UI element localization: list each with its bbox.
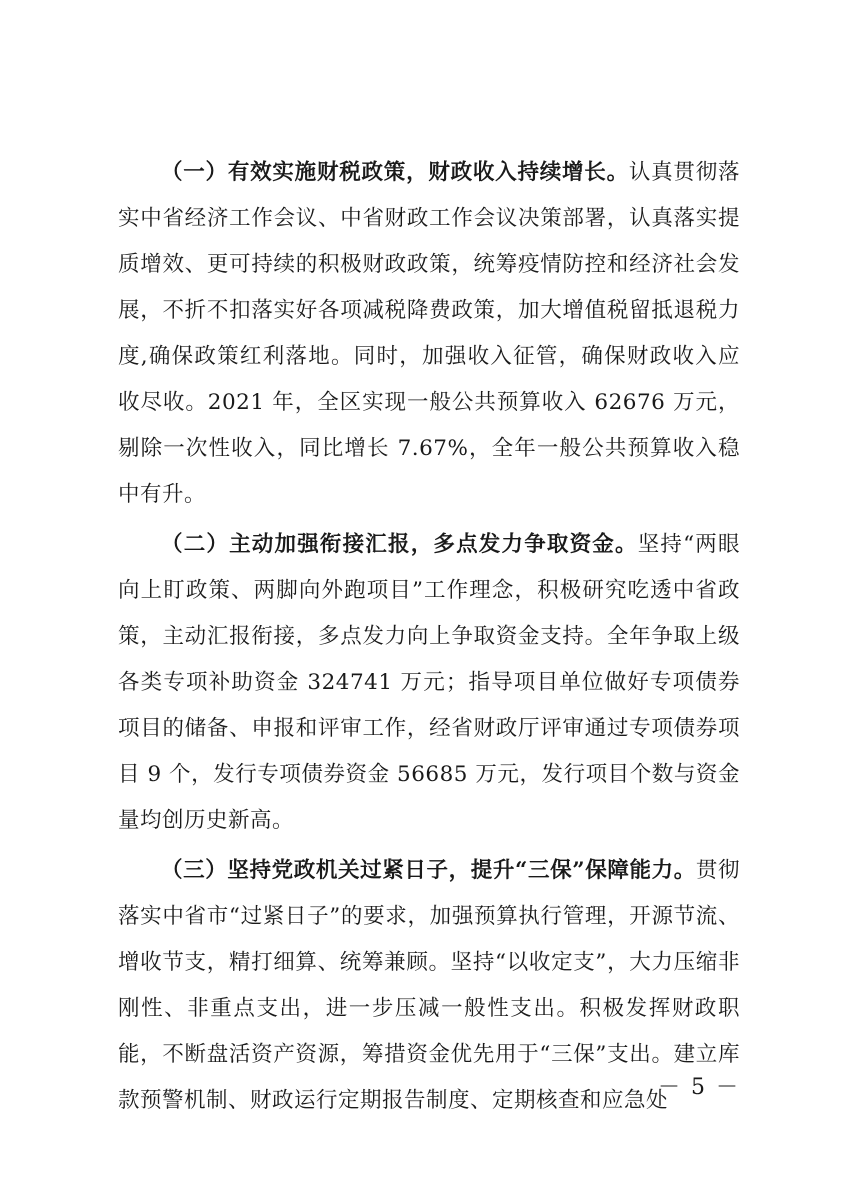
paragraph-text: 坚持“两眼向上盯政策、两脚向外跑项目”工作理念，积极研究吃透中省政策，主动汇报衔接，多点发力向上争取资金支持。全年争取上级各类专项补助资金 324741 万元；指导项目单位做好专项债券项目的储备、申报和评审工作，经省财政厅评审通过专项债券项目 9 个，发行专项债券资金 56685 万元，发行项目个数与资金量均创历史新高。 bbox=[118, 532, 740, 833]
paragraph-heading: （二）主动加强衔接汇报，多点发力争取资金。 bbox=[161, 532, 638, 557]
paragraph-heading: （一）有效实施财税政策，财政收入持续增长。 bbox=[161, 160, 629, 185]
paragraph-2 bbox=[118, 522, 740, 844]
paragraph-3 bbox=[118, 848, 740, 1124]
paragraph-1 bbox=[118, 150, 740, 518]
page-number: － 5 － bbox=[658, 1075, 740, 1100]
paragraph-heading: （三）坚持党政机关过紧日子，提升“三保”保障能力。 bbox=[161, 858, 696, 883]
paragraph-text: 认真贯彻落实中省经济工作会议、中省财政工作会议决策部署，认真落实提质增效、更可持续的积极财政政策，统筹疫情防控和经济社会发展，不折不扣落实好各项减税降费政策，加大增值税留抵退税力度,确保政策红利落地。同时，加强收入征管，确保财政收入应收尽收。2021 年，全区实现一般公共预算收入 62676 万元，剔除一次性收入，同比增长 7.67%，全年一般公共预算收入稳中有升。 bbox=[118, 160, 740, 507]
document-body bbox=[118, 150, 740, 1128]
paragraph-text: 贯彻落实中省市“过紧日子”的要求，加强预算执行管理，开源节流、增收节支，精打细算、统筹兼顾。坚持“以收定支”，大力压缩非刚性、非重点支出，进一步压减一般性支出。积极发挥财政职能，不断盘活资产资源，筹措资金优先用于“三保”支出。建立库款预警机制、财政运行定期报告制度、定期核查和应急处 bbox=[118, 858, 740, 1113]
